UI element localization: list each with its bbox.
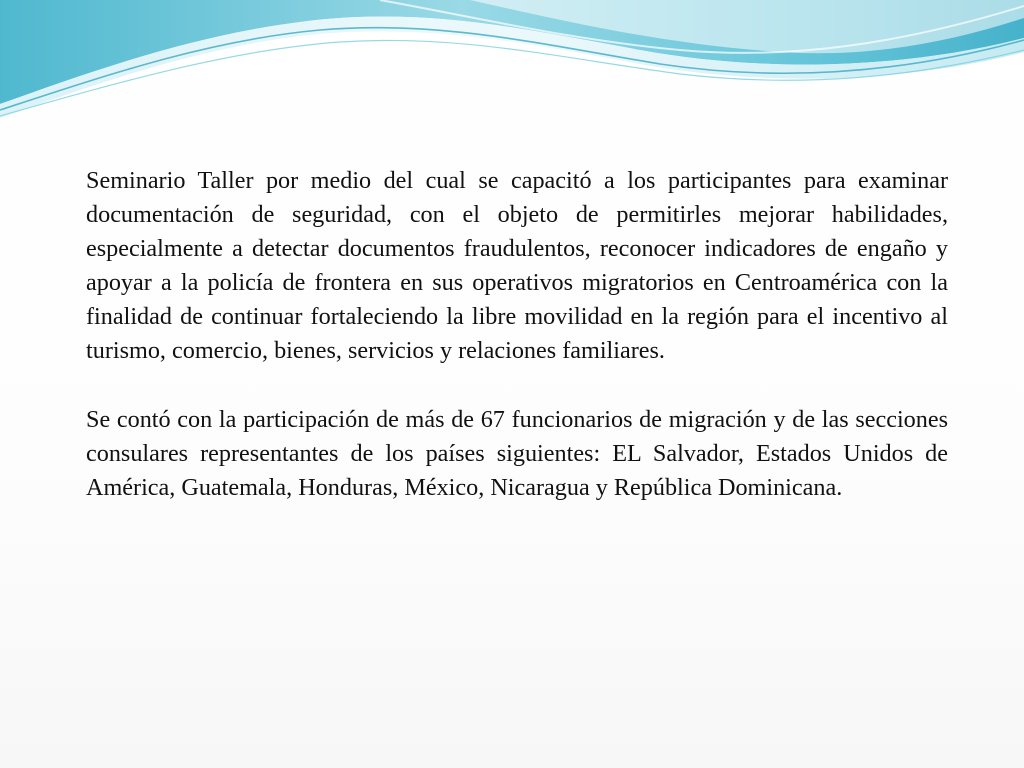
slide-body — [86, 164, 948, 505]
paragraph-participation: Se contó con la participación de más de 67 funcionarios de migración y de las secciones consulares representantes de los países siguientes: EL Salvador, Estados Unidos de América, Guatemala, Honduras, México, Nicaragua y República Dominicana. — [86, 406, 948, 501]
decorative-wave-header — [0, 0, 1024, 130]
paragraph-seminar-description: Seminario Taller por medio del cual se capacitó a los participantes para examinar documentación de seguridad, con el objeto de permitirles mejorar habilidades, especialmente a detectar documentos fraudulentos, reconocer indicadores de engaño y apoyar a la policía de frontera en sus operativos migratorios en Centroamérica con la finalidad de continuar fortaleciendo la libre movilidad en la región para el incentivo al turismo, comercio, bienes, servicios y relaciones familiares. — [86, 167, 948, 364]
